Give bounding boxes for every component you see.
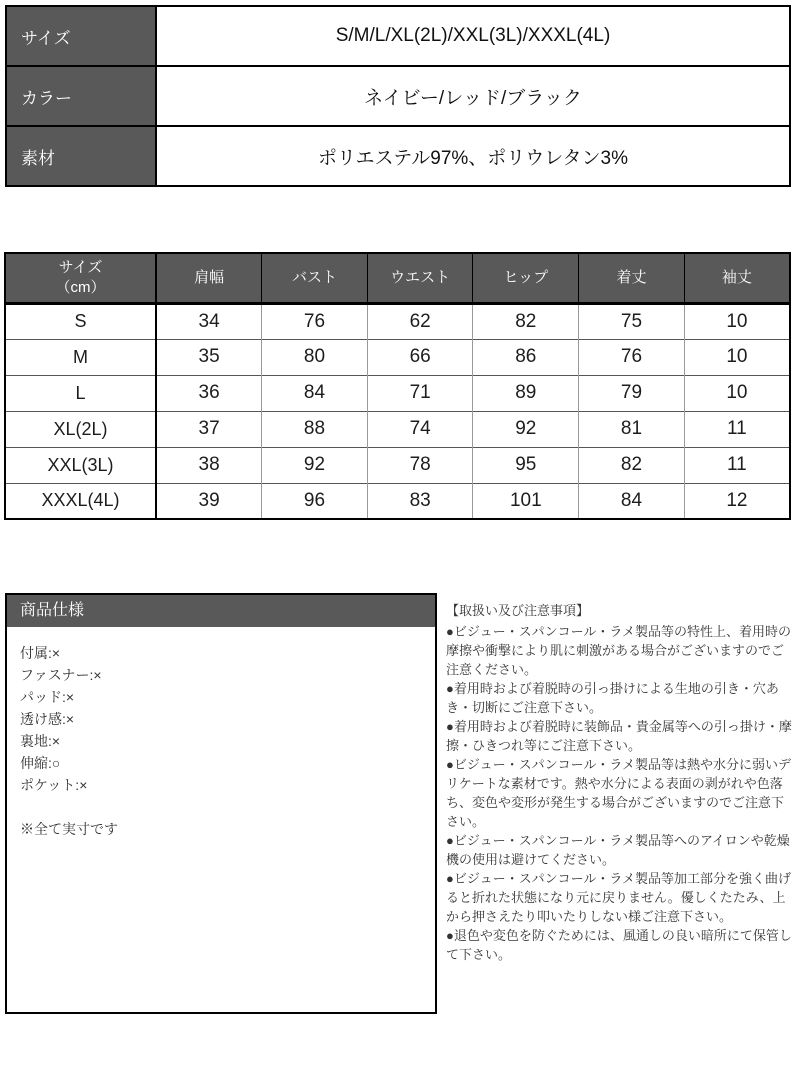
size-chart-corner-header [5,253,156,303]
size-cell: 35 [156,339,262,375]
size-row-xl [5,411,790,447]
size-row-m [5,339,790,375]
info-value-color: ネイビー/レッド/ブラック [156,66,790,126]
care-note-bullet: ●ビジュー・スパンコール・ラメ製品等加工部分を強く曲げると折れた状態になり元に戻りません。優しくたたみ、上から押さえたり叩いたりしない様ご注意下さい。 [446,871,791,924]
size-chart-corner-line2: （cm） [55,278,106,296]
size-cell: 101 [473,483,579,519]
spec-item-pad: パッド:× [20,689,75,705]
column-header-shoulder: 肩幅 [156,253,262,303]
spec-item-sheerness: 透け感:× [20,711,75,727]
size-cell: 62 [367,303,473,339]
size-cell: 39 [156,483,262,519]
size-cell: 36 [156,375,262,411]
size-cell: 37 [156,411,262,447]
size-cell: 66 [367,339,473,375]
info-row-color [6,66,790,126]
info-value-size: S/M/L/XL(2L)/XXL(3L)/XXXL(4L) [156,6,790,66]
column-header-waist: ウエスト [367,253,473,303]
size-cell: 80 [262,339,368,375]
column-header-length: 着丈 [579,253,685,303]
size-cell: 96 [262,483,368,519]
size-cell: 76 [262,303,368,339]
spec-box-title: 商品仕様 [7,595,435,627]
size-cell-label: M [5,339,156,375]
size-row-xxl [5,447,790,483]
size-cell: 11 [684,411,790,447]
size-row-s [5,303,790,339]
spec-item-lining: 裏地:× [20,733,61,749]
size-cell: 38 [156,447,262,483]
care-note-bullet: ●退色や変色を防ぐためには、風通しの良い暗所にて保管して下さい。 [446,928,792,962]
care-note-bullet: ●ビジュー・スパンコール・ラメ製品等へのアイロンや乾燥機の使用は避けてください。 [446,833,790,867]
spec-measurement-note: ※全て実寸です [20,821,118,837]
size-cell-label: XXL(3L) [5,447,156,483]
size-chart-table [4,252,791,520]
size-cell: 84 [262,375,368,411]
care-note-bullet: ●ビジュー・スパンコール・ラメ製品等は熱や水分に弱いデリケートな素材です。熱や水分による表面の剥がれや色落ち、変色や変形が発生する場合がございますのでご注意下さい。 [446,757,791,829]
size-cell-label: XXXL(4L) [5,483,156,519]
info-row-material [6,126,790,186]
size-cell: 10 [684,375,790,411]
size-cell-label: S [5,303,156,339]
column-header-hip: ヒップ [473,253,579,303]
size-cell: 76 [579,339,685,375]
size-cell: 89 [473,375,579,411]
size-cell: 95 [473,447,579,483]
spec-item-fastener: ファスナー:× [20,667,102,683]
size-cell: 34 [156,303,262,339]
size-cell: 10 [684,303,790,339]
size-cell: 78 [367,447,473,483]
size-cell: 92 [262,447,368,483]
care-notes-title: 【取扱い及び注意事項】 [446,603,590,618]
size-cell: 10 [684,339,790,375]
size-cell: 82 [579,447,685,483]
size-cell: 79 [579,375,685,411]
size-row-xxxl [5,483,790,519]
size-cell: 74 [367,411,473,447]
spec-item-pocket: ポケット:× [20,777,88,793]
size-cell: 92 [473,411,579,447]
size-cell: 84 [579,483,685,519]
product-spec-box [5,593,437,1014]
size-cell: 88 [262,411,368,447]
column-header-bust: バスト [262,253,368,303]
info-value-material: ポリエステル97%、ポリウレタン3% [156,126,790,186]
care-note-bullet: ●ビジュー・スパンコール・ラメ製品等の特性上、着用時の摩擦や衝撃により肌に刺激がある場合がございますのでご注意ください。 [446,624,791,677]
info-label-material: 素材 [6,126,156,186]
info-label-size: サイズ [6,6,156,66]
size-cell: 86 [473,339,579,375]
size-cell: 11 [684,447,790,483]
product-info-table [5,5,791,187]
size-row-l [5,375,790,411]
column-header-sleeve: 袖丈 [684,253,790,303]
info-row-size [6,6,790,66]
size-cell: 82 [473,303,579,339]
spec-item-accessories: 付属:× [20,645,61,661]
size-cell: 12 [684,483,790,519]
spec-item-stretch: 伸縮:○ [20,755,61,771]
care-notes-section [446,601,796,964]
care-note-bullet: ●着用時および着脱時に装飾品・貴金属等への引っ掛け・摩擦・ひきつれ等にご注意下さい。 [446,719,792,753]
size-cell: 75 [579,303,685,339]
size-cell-label: XL(2L) [5,411,156,447]
spec-box-body [7,627,435,840]
size-cell-label: L [5,375,156,411]
size-cell: 71 [367,375,473,411]
size-cell: 81 [579,411,685,447]
care-note-bullet: ●着用時および着脱時の引っ掛けによる生地の引き・穴あき・切断にご注意下さい。 [446,681,779,715]
size-chart-header-row [5,253,790,303]
info-label-color: カラー [6,66,156,126]
size-chart-corner-line1: サイズ [58,258,103,276]
size-cell: 83 [367,483,473,519]
